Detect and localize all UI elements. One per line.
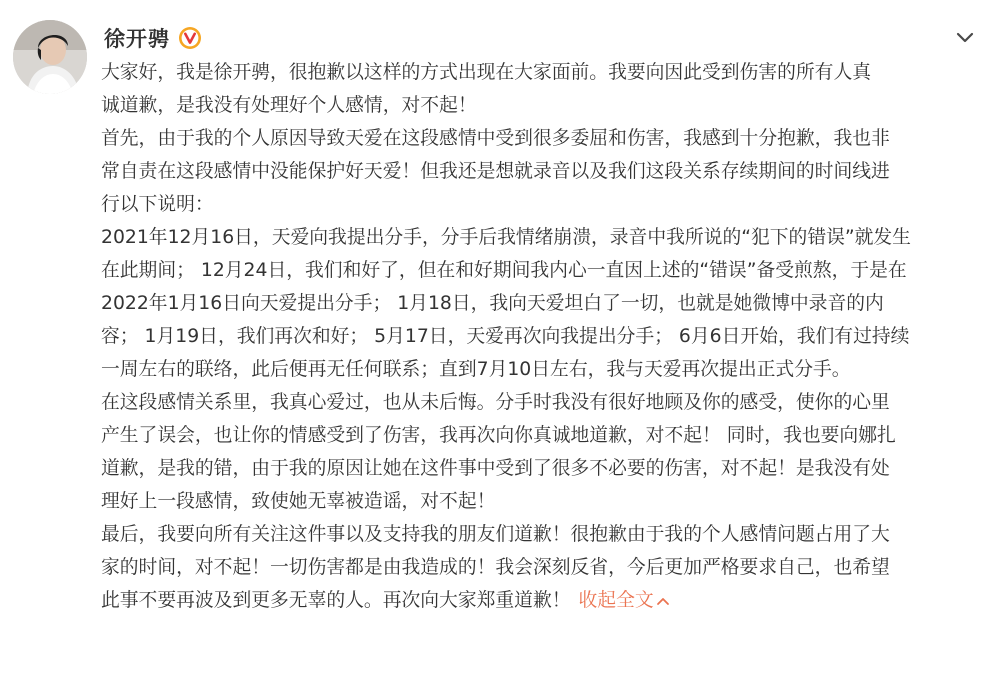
text-line: 最后，我要向所有关注这件事以及支持我的朋友们道歉！很抱歉由于我的个人感情问题占用了大 — [101, 524, 890, 545]
paragraph-timeline — [101, 221, 981, 386]
text-line: 一周左右的联络，此后便再无任何联系；直到7月10日左右，我与天爱再次提出正式分手。 — [101, 359, 851, 380]
text-line: 首先，由于我的个人原因导致天爱在这段感情中受到很多委屈和伤害，我感到十分抱歉，我也非 — [101, 128, 890, 149]
text-line-content: 此事不要再波及到更多无辜的人。再次向大家郑重道歉！ — [101, 590, 571, 611]
paragraph-greeting — [101, 56, 981, 122]
post-body — [101, 56, 981, 617]
text-line: 在此期间； 12月24日，我们和好了，但在和好期间我内心一直因上述的“错误”备受煎熬，于是在 — [101, 260, 907, 281]
text-line: 在这段感情关系里，我真心爱过，也从未后悔。分手时我没有很好地顾及你的感受，使你的心里 — [101, 392, 890, 413]
chevron-down-icon[interactable] — [954, 26, 976, 48]
verified-badge-icon — [178, 26, 202, 50]
paragraph-apology — [101, 122, 981, 221]
post-header — [104, 22, 202, 54]
text-line: 诚道歉，是我没有处理好个人感情，对不起！ — [101, 95, 477, 116]
collapse-label: 收起全文 — [578, 590, 654, 611]
text-line: 容； 1月19日，我们再次和好； 5月17日，天爱再次向我提出分手； 6月6日开始，我们有过持续 — [101, 326, 910, 347]
paragraph-relationship — [101, 386, 981, 518]
text-line-last — [101, 584, 981, 617]
collapse-full-text-link[interactable] — [579, 590, 670, 611]
text-line: 2022年1月16日向天爱提出分手； 1月18日，我向天爱坦白了一切，也就是她微博中录音的内 — [101, 293, 884, 314]
text-line: 2021年12月16日，天爱向我提出分手，分手后我情绪崩溃，录音中我所说的“犯下的错误”就发生 — [101, 227, 911, 248]
chevron-up-icon — [656, 596, 670, 606]
paragraph-closing — [101, 518, 981, 617]
text-line: 家的时间，对不起！一切伤害都是由我造成的！我会深刻反省，今后更加严格要求自己，也希望 — [101, 557, 890, 578]
text-line: 行以下说明： — [101, 194, 214, 215]
text-line: 理好上一段感情，致使她无辜被造谣，对不起！ — [101, 491, 496, 512]
avatar[interactable] — [13, 20, 87, 94]
author-name[interactable]: 徐开骋 — [104, 27, 170, 51]
text-line: 常自责在这段感情中没能保护好天爱！但我还是想就录音以及我们这段关系存续期间的时间线进 — [101, 161, 890, 182]
avatar-photo — [13, 20, 87, 94]
text-line: 道歉，是我的错，由于我的原因让她在这件事中受到了很多不必要的伤害，对不起！是我没有处 — [101, 458, 890, 479]
text-line: 产生了误会，也让你的情感受到了伤害，我再次向你真诚地道歉，对不起！ 同时，我也要向娜扎 — [101, 425, 896, 446]
text-line: 大家好，我是徐开骋，很抱歉以这样的方式出现在大家面前。我要向因此受到伤害的所有人真 — [101, 62, 872, 83]
